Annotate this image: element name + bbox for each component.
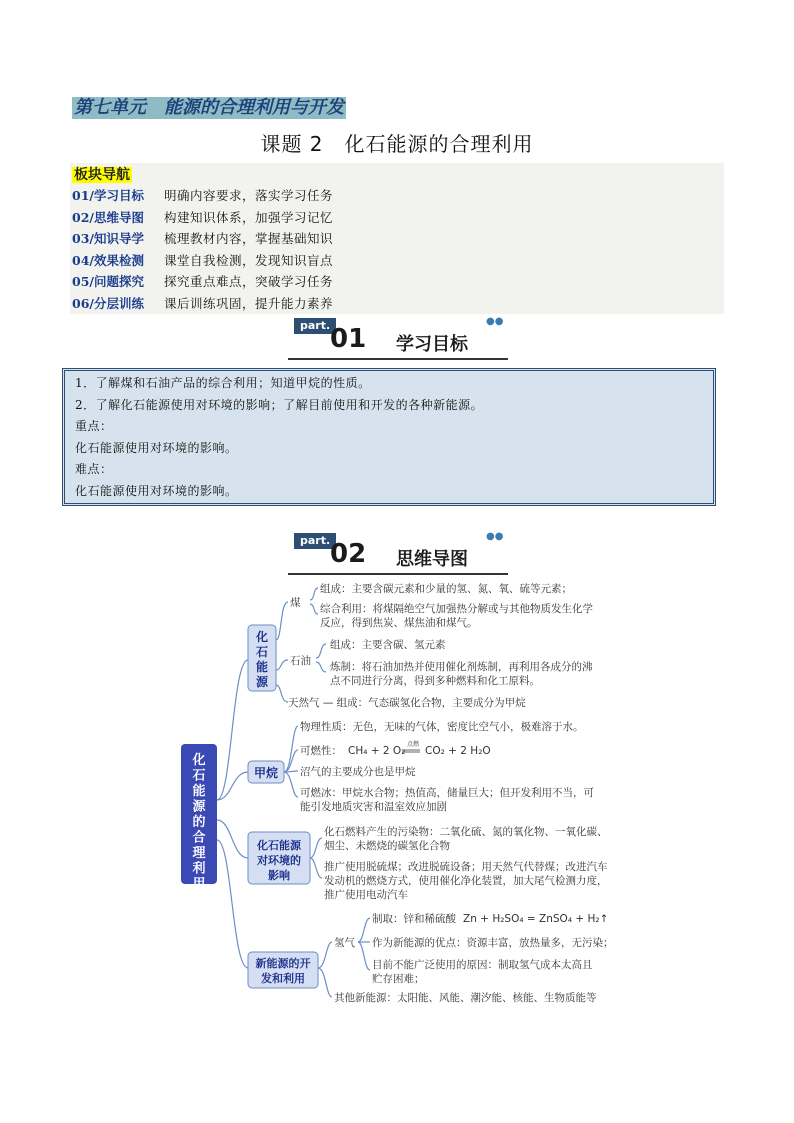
- svg-text:可燃性：: 可燃性：: [300, 745, 342, 757]
- svg-text:发和利用: 发和利用: [261, 972, 305, 985]
- lesson-title: 课题 2 化石能源的合理利用: [260, 132, 534, 156]
- goal-line: 2．了解化石能源使用对环境的影响；了解目前使用和开发的各种新能源。: [75, 397, 484, 412]
- root-label-char: 的: [192, 815, 206, 830]
- root-label-char: 理: [192, 846, 206, 861]
- svg-text:推广使用脱硫煤；改进脱硫设备；用天然气代替煤；改进汽车: 推广使用脱硫煤；改进脱硫设备；用天然气代替煤；改进汽车: [324, 861, 608, 873]
- svg-text:点燃: 点燃: [407, 741, 420, 748]
- droplet-icon: ●●: [486, 531, 504, 542]
- svg-text:石油: 石油: [290, 655, 311, 667]
- node-fossil-energy-char: 石: [255, 645, 269, 659]
- nav-heading: 板块导航: [74, 167, 130, 183]
- nav-row: 05/问题探究 探究重点难点，突破学习任务: [72, 274, 334, 289]
- node-methane-label: 甲烷: [253, 766, 279, 780]
- svg-text:天然气 — 组成：气态碳氢化合物，主要成分为甲烷: 天然气 — 组成：气态碳氢化合物，主要成分为甲烷: [288, 697, 526, 709]
- nav-row: 01/学习目标 明确内容要求，落实学习任务: [72, 188, 334, 203]
- part-02-header: part. 02 思维导图 ●●: [288, 533, 508, 575]
- goal-line: 重点：: [75, 419, 113, 433]
- root-label-char: 化: [192, 753, 206, 768]
- root-label-char: 合: [192, 830, 206, 846]
- svg-text:可燃冰：甲烷水合物；热值高，储量巨大；但开发利用不当，可: 可燃冰：甲烷水合物；热值高，储量巨大；但开发利用不当，可: [300, 787, 594, 799]
- svg-text:新能源的开: 新能源的开: [255, 957, 311, 970]
- svg-text:反应，得到焦炭、煤焦油和煤气。: 反应，得到焦炭、煤焦油和煤气。: [320, 617, 478, 629]
- root-label-char: 能: [192, 784, 206, 799]
- svg-text:CH₄ + 2 O₂: CH₄ + 2 O₂: [348, 745, 406, 757]
- unit-title: 第七单元 能源的合理利用与开发: [74, 97, 344, 118]
- nav-row: 02/思维导图 构建知识体系，加强学习记忆: [72, 209, 334, 225]
- part-01-header: part. 01 学习目标 ●●: [288, 318, 508, 360]
- nav-row: 06/分层训练 课后训练巩固，提升能力素养: [72, 295, 334, 311]
- svg-text:组成：主要含碳元素和少量的氢、氮、氧、硫等元素；: 组成：主要含碳元素和少量的氢、氮、氧、硫等元素；: [320, 583, 572, 595]
- nav-row: 04/效果检测 课堂自我检测，发现知识盲点: [72, 252, 334, 268]
- svg-text:目前不能广泛使用的原因：制取氢气成本太高且: 目前不能广泛使用的原因：制取氢气成本太高且: [372, 959, 593, 971]
- goal-line: 化石能源使用对环境的影响。: [75, 440, 238, 455]
- svg-text:点不同进行分离，得到多种燃料和化工原料。: 点不同进行分离，得到多种燃料和化工原料。: [330, 675, 540, 687]
- svg-text:炼制：将石油加热并使用催化剂炼制，再利用各成分的沸: 炼制：将石油加热并使用催化剂炼制，再利用各成分的沸: [330, 661, 593, 673]
- droplet-icon: ●●: [486, 316, 504, 327]
- node-fossil-energy-char: 化: [255, 630, 269, 644]
- svg-text:化石能源: 化石能源: [257, 839, 301, 852]
- svg-text:组成：主要含碳、氢元素: 组成：主要含碳、氢元素: [330, 639, 446, 651]
- svg-text:能引发地质灾害和温室效应加剧: 能引发地质灾害和温室效应加剧: [300, 801, 447, 813]
- svg-text:推广使用电动汽车: 推广使用电动汽车: [324, 889, 408, 901]
- svg-text:CO₂ + 2 H₂O: CO₂ + 2 H₂O: [425, 745, 491, 757]
- svg-text:其他新能源：太阳能、风能、潮汐能、核能、生物质能等: 其他新能源：太阳能、风能、潮汐能、核能、生物质能等: [334, 992, 597, 1004]
- svg-text:综合利用：将煤隔绝空气加强热分解或与其他物质发生化学: 综合利用：将煤隔绝空气加强热分解或与其他物质发生化学: [320, 603, 593, 615]
- svg-text:烟尘、未燃烧的碳氢化合物: 烟尘、未燃烧的碳氢化合物: [324, 840, 450, 852]
- node-fossil-energy-char: 源: [255, 675, 269, 689]
- svg-text:沼气的主要成分也是甲烷: 沼气的主要成分也是甲烷: [300, 766, 416, 778]
- svg-text:作为新能源的优点：资源丰富，放热量多，无污染；: 作为新能源的优点：资源丰富，放热量多，无污染；: [372, 937, 614, 949]
- svg-text:物理性质：无色，无味的气体，密度比空气小，极难溶于水。: 物理性质：无色，无味的气体，密度比空气小，极难溶于水。: [300, 721, 584, 733]
- goal-line: 化石能源使用对环境的影响。: [75, 483, 238, 498]
- root-label-char: 石: [192, 768, 206, 784]
- svg-text:Zn + H₂SO₄ = ZnSO₄ + H₂↑: Zn + H₂SO₄ = ZnSO₄ + H₂↑: [463, 913, 609, 925]
- root-label-char: 利: [192, 861, 206, 877]
- svg-text:制取：锌和稀硫酸: 制取：锌和稀硫酸: [372, 913, 456, 925]
- root-label: [191, 752, 206, 892]
- svg-text:贮存困难；: 贮存困难；: [372, 973, 425, 985]
- root-label-char: 源: [192, 799, 206, 815]
- svg-text:煤: 煤: [290, 597, 301, 609]
- svg-text:发动机的燃烧方式，使用催化净化装置，加大尾气检测力度，: 发动机的燃烧方式，使用催化净化装置，加大尾气检测力度，: [324, 875, 608, 887]
- svg-text:化石燃料产生的污染物：二氧化硫、氮的氧化物、一氧化碳、: 化石燃料产生的污染物：二氧化硫、氮的氧化物、一氧化碳、: [324, 826, 608, 838]
- goal-line: 难点：: [75, 462, 113, 476]
- svg-text:对环境的: 对环境的: [257, 854, 301, 867]
- node-fossil-energy-char: 能: [255, 660, 269, 674]
- root-label-char: 用: [192, 877, 206, 892]
- svg-text:影响: 影响: [268, 869, 290, 882]
- nav-row: 03/知识导学 梳理教材内容，掌握基础知识: [72, 231, 334, 246]
- svg-text:氢气: 氢气: [334, 937, 355, 949]
- goal-line: 1．了解煤和石油产品的综合利用；知道甲烷的性质。: [75, 376, 371, 390]
